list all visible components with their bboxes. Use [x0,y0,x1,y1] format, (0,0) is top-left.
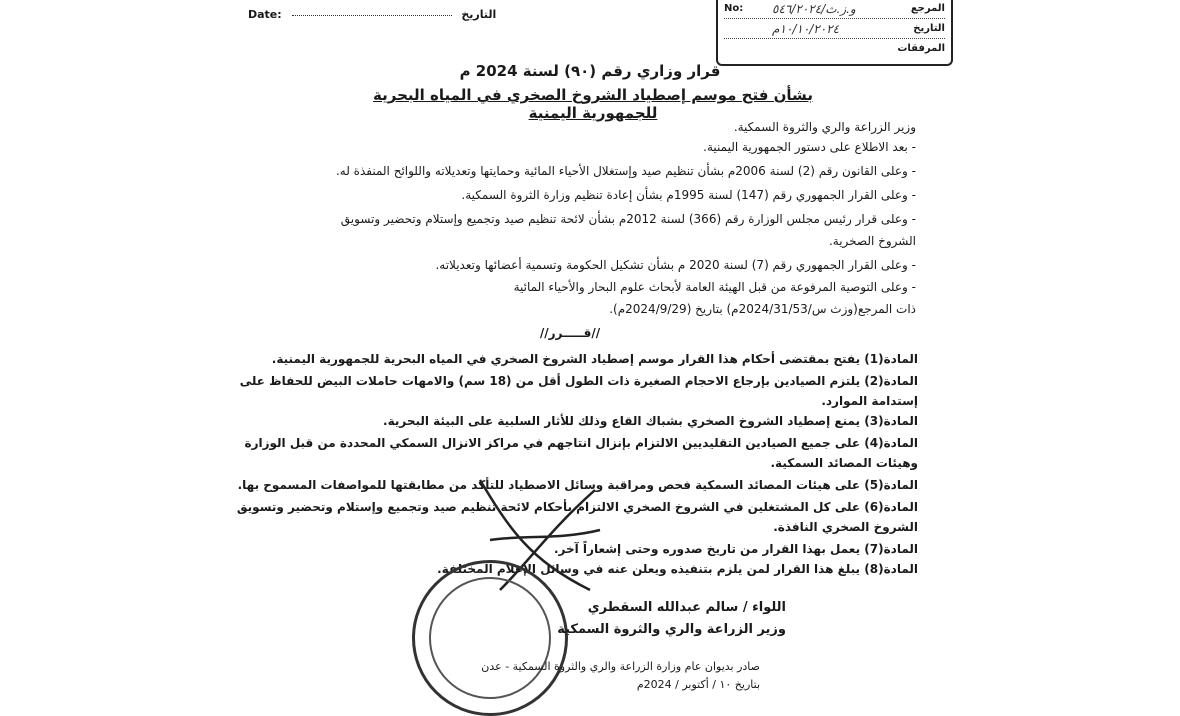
article-line: المادة(2) يلتزم الصيادين بإرجاع الاحجام الصغيرة ذات الطول أقل من (18 سم) والامهات حاملات البيض للحفاظ على [239,374,918,388]
date-label-en: Date: [248,8,282,21]
preamble-line: - وعلى القرار الجمهوري رقم (7) لسنة 2020 م بشأن تشكيل الحكومة وتسمية أعضائها وتعديلاته. [435,258,916,272]
reference-value: و.ز.ث/٥٤٦/٢٠٢٤ [772,2,856,16]
attachments-label-ar: المرفقات [897,43,945,54]
article-line: المادة(4) على جميع الصيادين التقليديين الالتزام بإنزال انتاجهم في مراكز الانزال السمكي المحددة من قبل الوزارة [244,436,918,450]
date-row [724,22,945,39]
article-line: المادة(1) يفتح بمقتضى أحكام هذا القرار موسم إصطياد الشروخ الصخري في المياه البحرية للجمهورية اليمنية. [271,352,918,366]
article-line: المادة(8) يبلغ هذا القرار لمن يلزم بتنفيذه ويعلن عنه في وسائل الإعلام المختلفة. [437,562,918,576]
article-line: إستدامة الموارد. [821,394,918,408]
reference-line: ذات المرجع(وزث س/2024/31/53م) بتاريخ (2024/9/29م). [609,302,916,316]
article-line: الشروخ الصخري النافذة. [773,520,918,534]
reference-box [716,0,953,66]
preamble-line: - وعلى قرار رئيس مجلس الوزارة رقم (366) لسنة 2012م بشأن لائحة تنظيم صيد وتجميع وإستلام وتحضير وتسويق [340,212,916,226]
reference-label-ar: المرجع [910,3,945,14]
preamble-line: - وعلى التوصية المرفوعة من قبل الهيئة العامة لأبحاث علوم البحار والأحياء المائية [513,280,916,294]
article-line: المادة(5) على هيئات المصائد السمكية فحص ومراقبة وسائل الاصطياد للتأكد من مطابقتها للمواصفات المسموح بها. [237,478,918,492]
issued-at: صادر بديوان عام وزارة الزراعة والري والثروة السمكية - عدن [481,660,760,673]
decree-title: قرار وزاري رقم (٩٠) لسنة 2024 م [459,62,721,80]
article-line: المادة(7) يعمل بهذا القرار من تاريخ صدوره وحتى إشعاراً آخر. [553,542,918,556]
date-blank-line [292,15,452,16]
preamble-line: - وعلى القرار الجمهوري رقم (147) لسنة 1995م بشأن إعادة تنظيم وزارة الثروة السمكية. [461,188,916,202]
article-line: وهيئات المصائد السمكية. [770,456,918,470]
signatory-name: اللواء / سالم عبدالله السقطري [587,600,786,615]
decision-heading: //قـــــرر// [539,326,601,340]
decree-subject: بشأن فتح موسم إصطياد الشروخ الصخري في المياه البحرية للجمهورية اليمنية [373,86,813,122]
date-row-label-ar: التاريخ [913,23,945,34]
official-stamp [412,560,568,716]
date-field [248,8,496,21]
article-line: المادة(3) يمنع إصطياد الشروخ الصخري بشباك القاع وذلك للأثار السلبية على البيئة البحرية. [383,414,918,428]
date-label-ar: التاريخ [461,8,497,21]
preamble-line: - بعد الاطلاع على دستور الجمهورية اليمنية. [703,140,916,154]
preamble-line: - وعلى القانون رقم (2) لسنة 2006م بشأن تنظيم صيد وإستغلال الأحياء المائية وحمايتها وتعديلاته واللوائح المنفذة له. [335,164,916,178]
reference-row [724,2,945,19]
attachments-row [724,42,945,58]
preamble-line: وزير الزراعة والري والثروة السمكية. [733,120,916,134]
issued-date: بتاريخ ١٠ / أكتوبر / 2024م [636,678,760,691]
date-value: ١٠/١٠/٢٠٢٤م [772,22,840,36]
no-label-en: No: [724,3,744,14]
preamble-line: الشروخ الصخرية. [828,234,916,248]
signatory-position: وزير الزراعة والري والثروة السمكية [557,622,786,637]
article-line: المادة(6) على كل المشتغلين في الشروخ الصخري الالتزام بأحكام لائحة تنظيم صيد وتجميع وإستلام وتحضير وتسويق [236,500,918,514]
